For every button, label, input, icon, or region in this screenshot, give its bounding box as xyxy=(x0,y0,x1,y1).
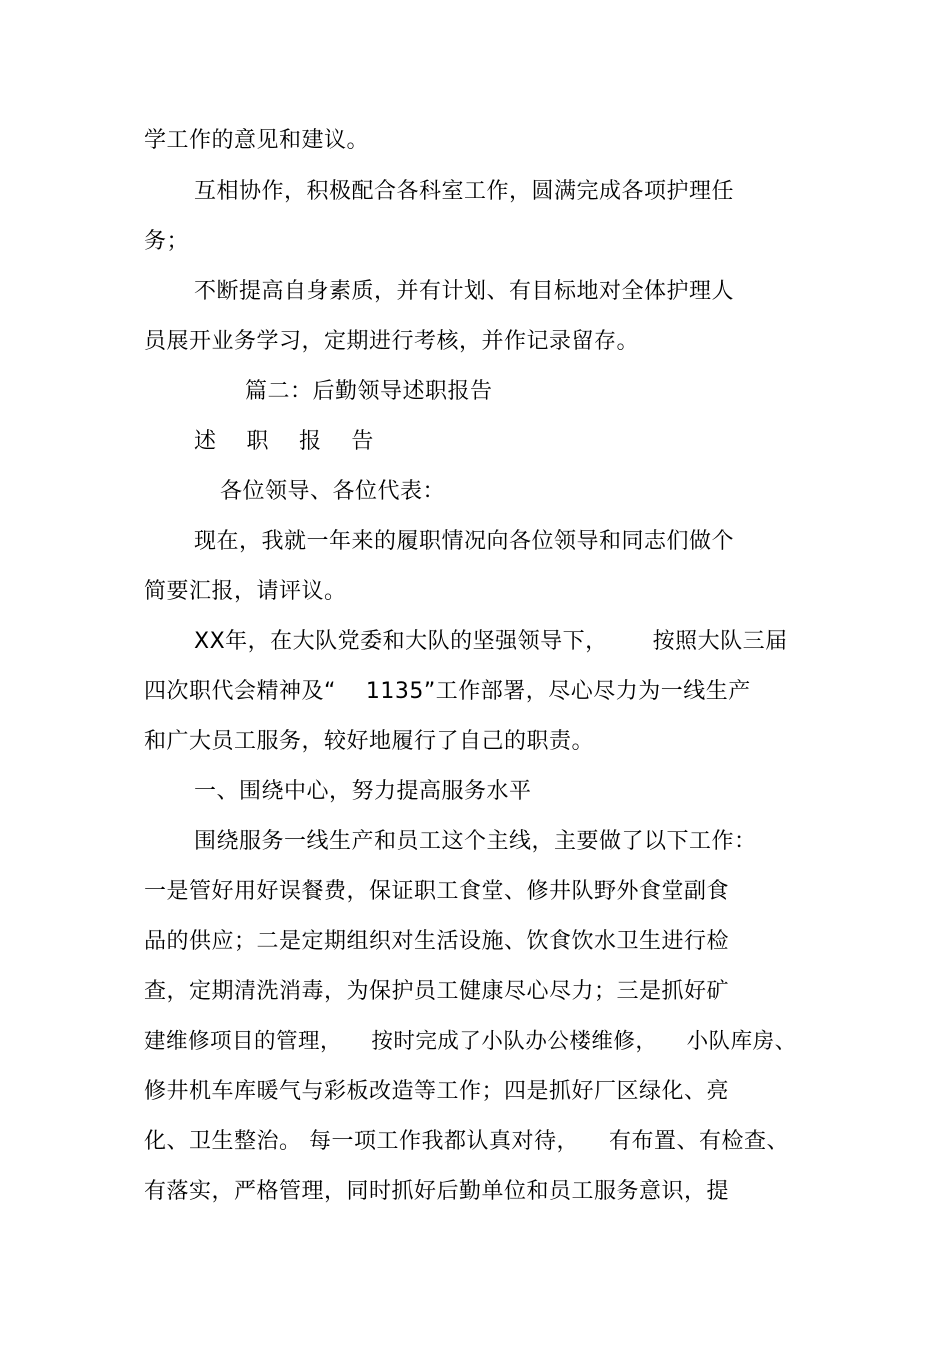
text-line: 修井机车库暖气与彩板改造等工作；四是抓好厂区绿化、亮 xyxy=(144,1079,730,1104)
text-line: 化、卫生整治。 每一项工作我都认真对待， 有布置、有检查、 xyxy=(144,1129,789,1154)
text-line: 员展开业务学习，定期进行考核，并作记录留存。 xyxy=(144,329,640,354)
text-line: 品的供应；二是定期组织对生活设施、饮食饮水卫生进行检 xyxy=(144,929,730,954)
text-line: 简要汇报，请评议。 xyxy=(144,579,347,604)
text-line: XX年，在大队党委和大队的坚强领导下， 按照大队三届 xyxy=(194,629,788,654)
text-line: 建维修项目的管理， 按时完成了小队办公楼维修， 小队库房、 xyxy=(144,1029,797,1054)
text-line: 学工作的意见和建议。 xyxy=(144,128,370,153)
text-line: 围绕服务一线生产和员工这个主线，主要做了以下工作： xyxy=(194,829,757,854)
text-line: 一是管好用好误餐费，保证职工食堂、修井队野外食堂副食 xyxy=(144,879,730,904)
text-line: 有落实，严格管理，同时抓好后勤单位和员工服务意识，提 xyxy=(144,1179,730,1204)
text-line: 务； xyxy=(144,229,190,254)
subsection-heading: 一、围绕中心，努力提高服务水平 xyxy=(194,779,532,804)
text-line: 现在，我就一年来的履职情况向各位领导和同志们做个 xyxy=(194,529,735,554)
text-line: 不断提高自身素质，并有计划、有目标地对全体护理人 xyxy=(194,279,735,304)
report-title: 述 职 报 告 xyxy=(194,429,374,454)
text-line: 查，定期清洗消毒，为保护员工健康尽心尽力；三是抓好矿 xyxy=(144,979,730,1004)
salutation: 各位领导、各位代表： xyxy=(220,479,446,504)
text-line: 互相协作，积极配合各科室工作，圆满完成各项护理任 xyxy=(194,179,735,204)
section-heading: 篇二：后勤领导述职报告 xyxy=(245,379,493,404)
text-line: 和广大员工服务，较好地履行了自己的职责。 xyxy=(144,729,595,754)
text-line: 四次职代会精神及“ 1135”工作部署，尽心尽力为一线生产 xyxy=(144,679,751,704)
